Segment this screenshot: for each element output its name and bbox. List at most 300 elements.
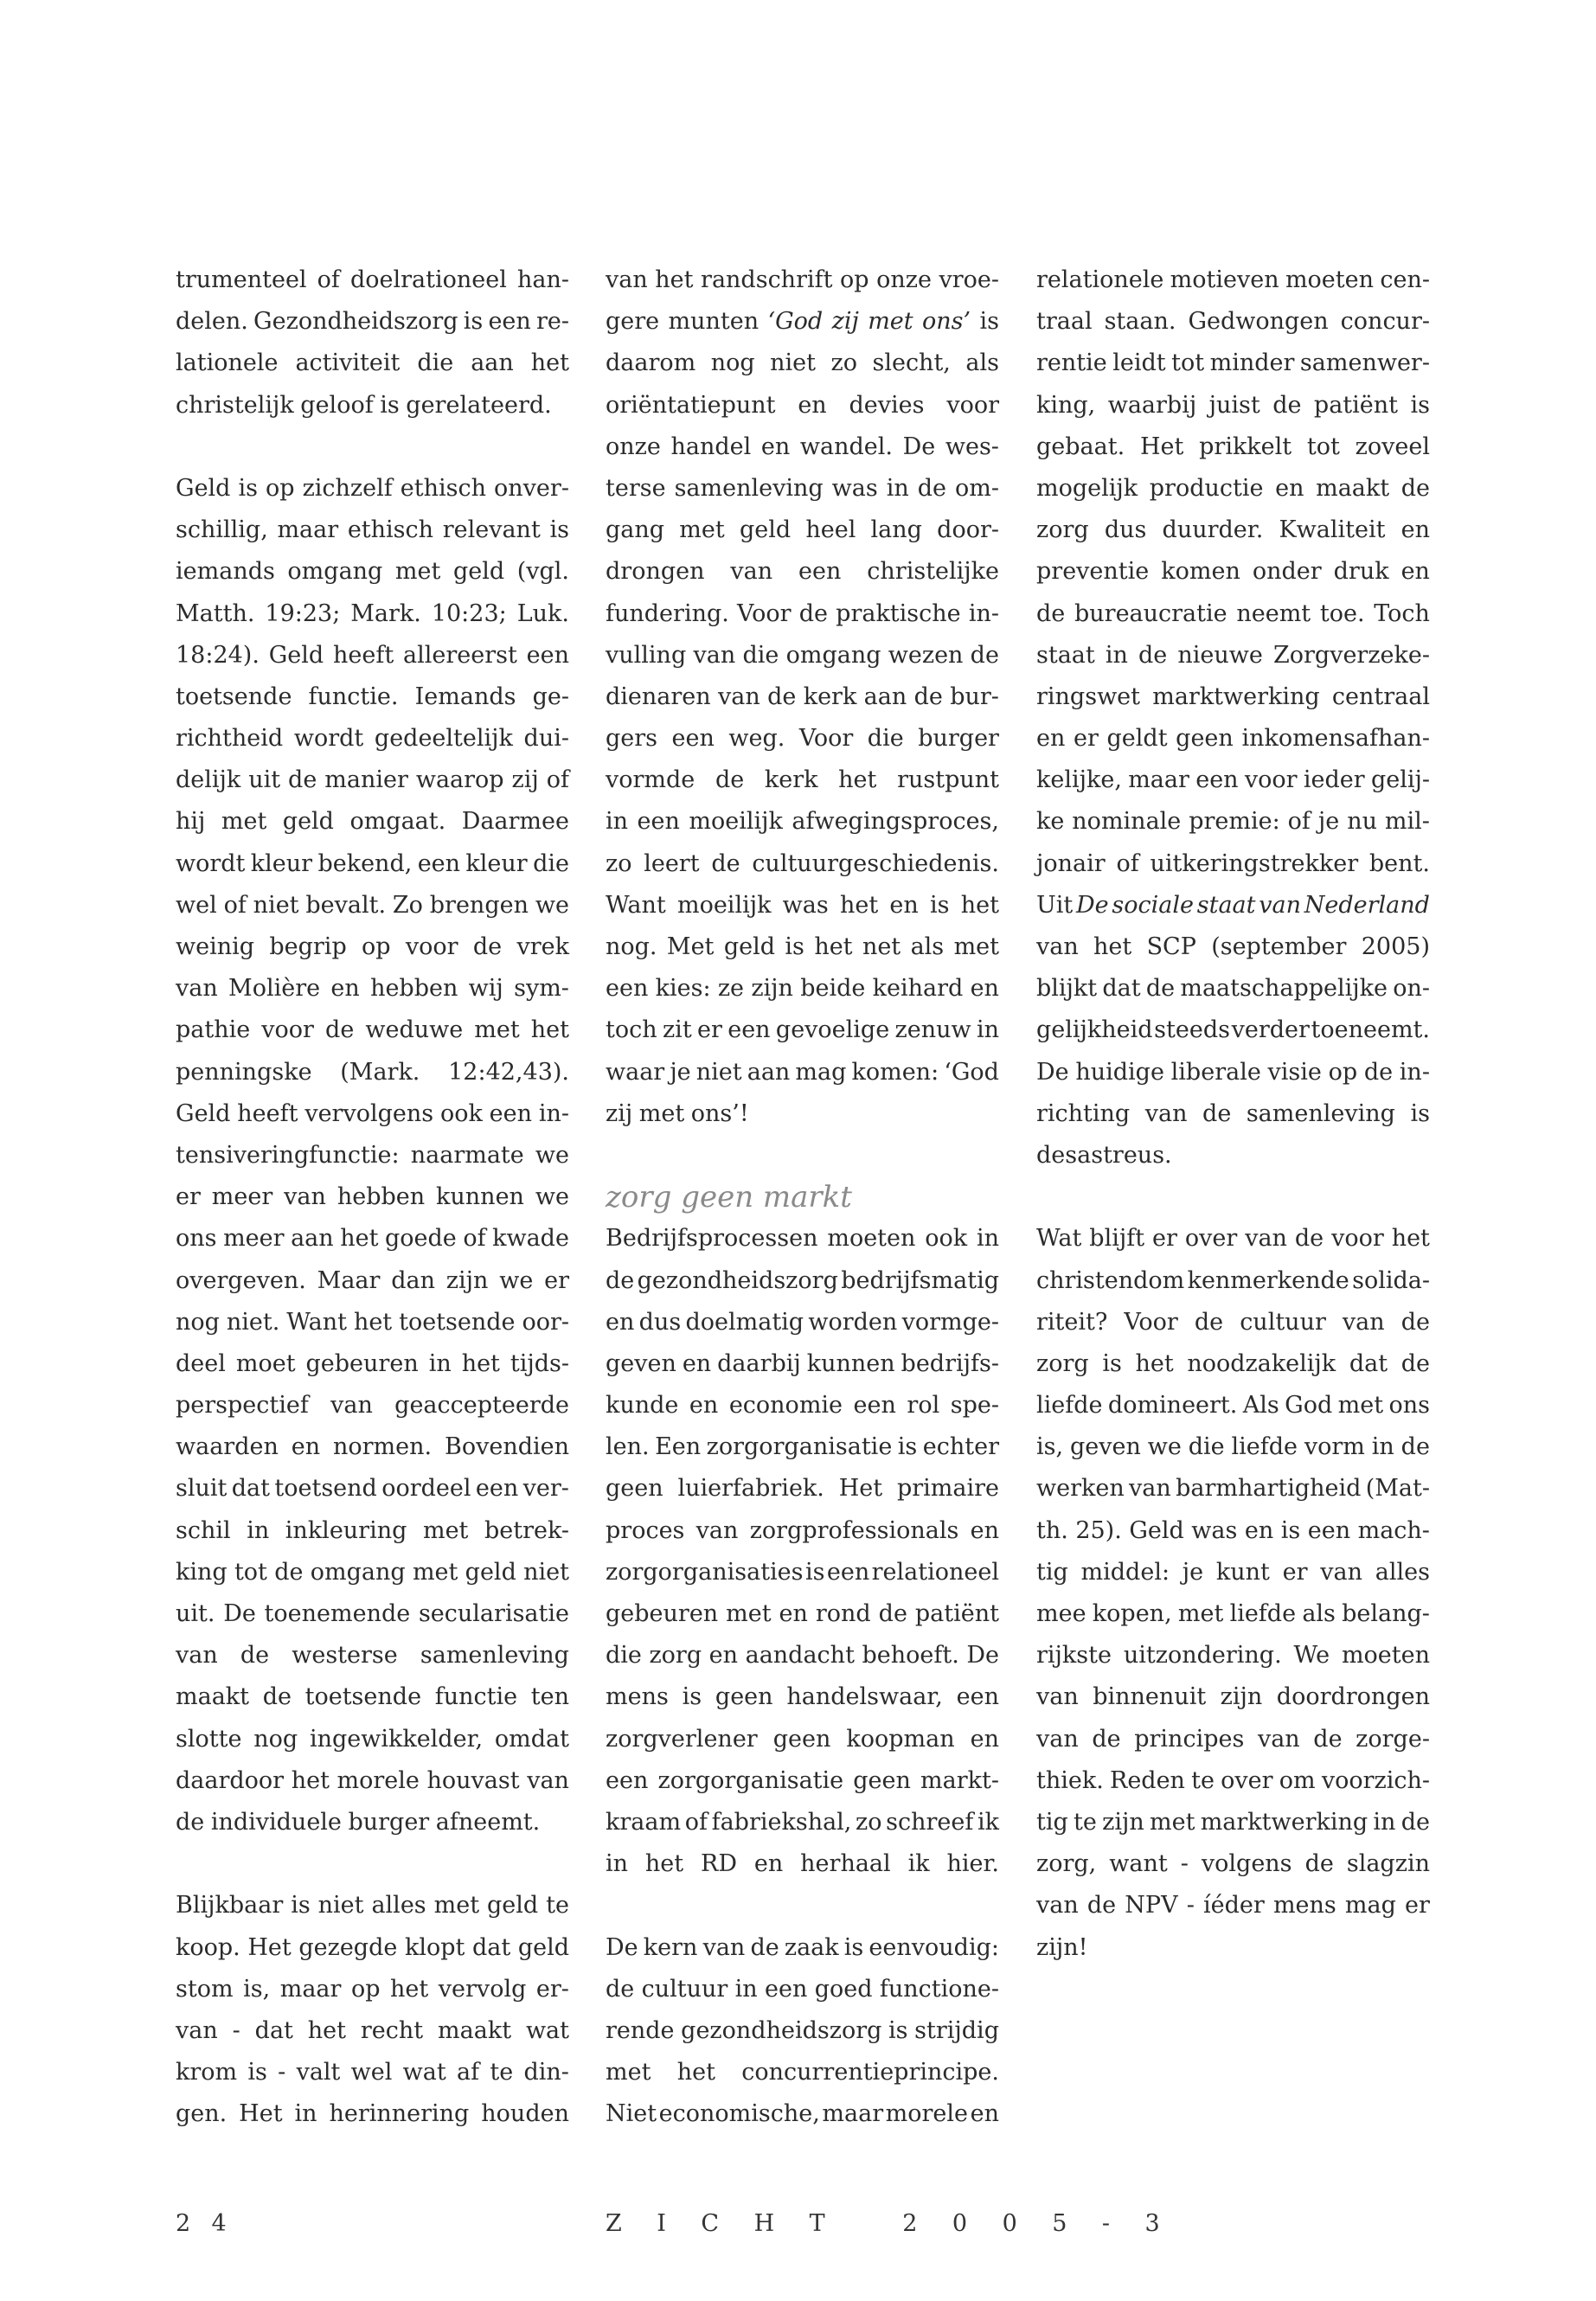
word: voor — [261, 1016, 314, 1044]
word: Geld — [176, 1099, 231, 1127]
word: een — [488, 308, 531, 336]
text-line — [606, 1927, 999, 1969]
text-line — [606, 1009, 999, 1051]
word: het — [655, 266, 694, 293]
word: zorgorganisatie — [657, 1766, 844, 1794]
word: is — [549, 516, 569, 544]
word: is — [247, 2059, 267, 2086]
word: of — [684, 1808, 708, 1836]
word: individuele — [210, 1808, 342, 1836]
word: is — [804, 1558, 825, 1586]
text-line — [1036, 801, 1430, 843]
word: ethisch — [400, 474, 487, 502]
text-line — [1036, 385, 1430, 426]
word: 19:23; — [265, 599, 341, 627]
word: ons — [176, 1225, 217, 1253]
word: cen- — [1380, 266, 1430, 293]
word: maatschappelijke — [1180, 975, 1388, 1003]
word: zijn — [1102, 1808, 1144, 1836]
text-line — [176, 1969, 569, 2010]
word: moeilijk — [676, 891, 772, 919]
word: kenmerkende — [1187, 1266, 1349, 1294]
word: het — [960, 891, 999, 919]
word: komen: — [851, 1058, 939, 1086]
page-number: 24 — [176, 2210, 247, 2237]
word: spe- — [950, 1392, 999, 1420]
word: doelmatig — [685, 1308, 804, 1336]
word: die — [867, 725, 904, 753]
word: in — [976, 1016, 999, 1044]
word: komen — [1161, 558, 1240, 586]
word: tig — [1036, 1808, 1068, 1836]
word: er — [1074, 725, 1099, 753]
word: zijn — [751, 975, 793, 1003]
word: din- — [523, 2059, 569, 2086]
word: aan — [747, 1058, 791, 1086]
word: maar — [277, 516, 339, 544]
word: samenleving — [1246, 1099, 1395, 1127]
text-line — [176, 843, 569, 885]
word: bureaucratie — [1074, 599, 1227, 627]
word: relationele — [1036, 266, 1164, 293]
word: steeds — [1154, 1016, 1230, 1044]
word: inkleuring — [285, 1516, 407, 1544]
word: ‘God — [767, 308, 824, 336]
word: het — [530, 1016, 569, 1044]
text-line — [176, 468, 569, 510]
word: mil- — [1384, 808, 1430, 836]
text-line — [176, 635, 569, 676]
word: van — [176, 2016, 218, 2044]
word: van — [284, 1183, 326, 1211]
text-line — [176, 926, 569, 968]
word: ten — [530, 1683, 569, 1711]
word: is — [1280, 1516, 1301, 1544]
word: de — [325, 1016, 355, 1044]
text-line — [606, 426, 999, 468]
word: maakt — [1316, 474, 1390, 502]
word: allereerst — [403, 641, 517, 669]
text-line — [606, 843, 999, 885]
word: van — [1036, 933, 1079, 960]
word: thiek. — [1036, 1766, 1104, 1794]
word: liefde — [1036, 1392, 1103, 1420]
word: als — [1302, 1600, 1336, 1627]
word: NPV — [1125, 1892, 1178, 1920]
word: is — [897, 1433, 918, 1461]
word: Matth. — [176, 599, 255, 627]
text-line — [176, 1385, 569, 1426]
word: gebaat. — [1036, 433, 1125, 460]
word: schreef — [886, 1808, 974, 1836]
word: heeft — [237, 1099, 298, 1127]
word: in — [1371, 1433, 1394, 1461]
word: tot — [1306, 433, 1340, 460]
word: de — [1194, 1308, 1224, 1336]
word: met — [679, 516, 725, 544]
word: meer — [223, 1225, 285, 1253]
word: Gedwongen — [1188, 308, 1329, 336]
word: wordt — [293, 725, 364, 753]
word: niet — [317, 1892, 364, 1920]
text-line — [176, 551, 569, 593]
word: van — [1342, 1308, 1385, 1336]
word: de — [970, 641, 999, 669]
text-line — [176, 510, 569, 551]
word: traal — [1036, 308, 1093, 336]
word: dus — [1104, 516, 1147, 544]
word: bevalt. — [305, 891, 387, 919]
word: neemt — [1236, 599, 1311, 627]
word: te — [546, 1892, 569, 1920]
word: zorg — [1036, 516, 1089, 544]
word: omgang — [287, 558, 383, 586]
word: van — [1036, 1683, 1079, 1711]
word: het — [644, 1850, 684, 1878]
word: economie — [728, 1392, 843, 1420]
word: op — [362, 933, 391, 960]
text-line — [1036, 1093, 1430, 1135]
word: tijds- — [510, 1349, 569, 1377]
word: de — [798, 599, 828, 627]
paragraph-break — [606, 1885, 999, 1926]
word: naarmate — [410, 1141, 524, 1169]
word: De — [223, 1600, 256, 1627]
text-line — [1036, 968, 1430, 1009]
word: weduwe — [365, 1016, 464, 1044]
column-3 — [1036, 260, 1430, 1969]
word: in — [247, 1516, 270, 1544]
word: jonair — [1036, 849, 1106, 877]
text-line — [1036, 1343, 1430, 1385]
word: tig — [1036, 1558, 1068, 1586]
word: doelrationeel — [350, 266, 507, 293]
word: wat — [402, 2059, 446, 2086]
word: de — [1092, 1725, 1121, 1753]
word: Gezondheidszorg — [253, 308, 458, 336]
word: kern — [643, 1933, 698, 1961]
word: vrek — [516, 933, 569, 960]
word: in — [606, 1850, 629, 1878]
word: met — [638, 1099, 685, 1127]
word: rond — [815, 1600, 871, 1627]
word: zorgorganisatie — [706, 1433, 893, 1461]
text-line — [176, 1176, 569, 1218]
word: van — [176, 1642, 218, 1670]
word: - — [278, 2059, 286, 2086]
word: die — [533, 849, 569, 877]
word: begrip — [269, 933, 347, 960]
word: maar — [822, 2100, 884, 2128]
text-line — [176, 301, 569, 343]
word: Als — [1242, 1392, 1279, 1420]
text-line — [1036, 343, 1430, 384]
text-line — [1036, 1719, 1430, 1760]
word: juist — [1208, 391, 1260, 419]
word: aan — [471, 349, 514, 377]
word: geloof — [300, 391, 374, 419]
word: van — [1036, 1892, 1079, 1920]
word: kerk — [764, 766, 818, 794]
text-line — [176, 1552, 569, 1593]
word: en — [760, 433, 791, 460]
word: uitzondering. — [1123, 1642, 1282, 1670]
word: kwade — [492, 1225, 569, 1253]
word: lang — [870, 516, 922, 544]
text-line — [176, 968, 569, 1009]
word: of — [1287, 808, 1311, 836]
word: fundering. — [606, 599, 729, 627]
word: zorgprofessionals — [749, 1516, 959, 1544]
text-line — [606, 1552, 999, 1593]
word: over — [1221, 1766, 1273, 1794]
word: toe. — [1319, 599, 1365, 627]
word: rijkste — [1036, 1642, 1112, 1670]
word: Het — [1139, 433, 1184, 460]
word: gers — [606, 725, 658, 753]
word: de — [1401, 474, 1430, 502]
word: relevant — [442, 516, 541, 544]
word: met — [606, 2059, 651, 2086]
word: de — [878, 1600, 907, 1627]
word: om — [1279, 1766, 1316, 1794]
word: liefde — [1231, 1433, 1298, 1461]
word: van — [1320, 1558, 1363, 1586]
word: is — [291, 1892, 311, 1920]
word: je — [670, 1058, 691, 1086]
word: Daarmee — [461, 808, 569, 836]
word: len. — [606, 1433, 650, 1461]
word: morele — [885, 2100, 969, 2128]
word: er- — [535, 1975, 569, 2003]
word: zij — [831, 308, 859, 336]
word: geld — [452, 558, 505, 586]
word: liberale — [1170, 1058, 1261, 1086]
word: cultuur — [1240, 1308, 1326, 1336]
word: de — [606, 1975, 635, 2003]
word: dan — [391, 1266, 435, 1294]
text-line — [606, 1093, 999, 1135]
word: dus — [638, 1308, 682, 1336]
word: oordeel — [381, 1475, 471, 1503]
word: echter — [922, 1433, 999, 1461]
word: Nederland — [1304, 891, 1430, 919]
word: zo — [856, 1808, 882, 1836]
word: volgens — [1201, 1850, 1292, 1878]
word: in — [294, 2100, 317, 2128]
word: ingewikkelder, — [309, 1725, 484, 1753]
word: De — [1076, 891, 1109, 919]
word: is, — [1036, 1433, 1064, 1461]
word: een — [853, 1392, 896, 1420]
word: dat — [471, 1933, 511, 1961]
word: patiënt — [914, 1600, 999, 1627]
text-line — [176, 1135, 569, 1176]
word: kies: — [655, 975, 711, 1003]
text-line — [606, 1802, 999, 1843]
word: leidt — [1112, 349, 1166, 377]
word: nu — [1347, 808, 1377, 836]
word: vorm — [1304, 1433, 1365, 1461]
word: tot — [1171, 349, 1205, 377]
word: is — [1410, 391, 1430, 419]
word: Bovendien — [444, 1433, 569, 1461]
word: de — [1401, 1308, 1430, 1336]
word: in — [1105, 641, 1128, 669]
text-line — [176, 760, 569, 801]
word: functie — [434, 1683, 518, 1711]
word: God — [1285, 1392, 1333, 1420]
word: ik — [977, 1808, 999, 1836]
word: alles — [371, 1892, 426, 1920]
word: met — [1177, 1600, 1224, 1627]
word: er — [1405, 1892, 1430, 1920]
text-line — [1036, 676, 1430, 718]
word: in — [734, 1975, 758, 2003]
word: en — [1244, 1516, 1274, 1544]
word: activiteit — [295, 349, 401, 377]
word: geen — [853, 1766, 911, 1794]
word: onver- — [494, 474, 569, 502]
text-line — [176, 1593, 569, 1635]
word: zorg, — [1036, 1850, 1097, 1878]
word: een — [798, 558, 842, 586]
text-line — [606, 260, 999, 301]
text-line — [606, 593, 999, 635]
word: die — [742, 641, 779, 669]
word: gevoelige — [775, 1016, 890, 1044]
text-line — [606, 2052, 999, 2093]
word: kleur — [250, 849, 313, 877]
word: het — [1135, 1349, 1174, 1377]
word: sluit — [176, 1475, 228, 1503]
word: patiënt — [1313, 391, 1398, 419]
word: bent. — [1368, 849, 1430, 877]
word: met — [474, 1016, 520, 1044]
word: de — [750, 1933, 779, 1961]
word: vormde — [606, 766, 695, 794]
word: devies — [849, 391, 925, 419]
word: tot — [234, 1558, 267, 1586]
word: we — [1147, 1433, 1182, 1461]
text-line — [1036, 760, 1430, 801]
word: een — [606, 975, 649, 1003]
word: meer — [211, 1183, 273, 1211]
word: motieven — [1170, 266, 1279, 293]
word: waar — [606, 1058, 665, 1086]
word: samenwer- — [1299, 349, 1430, 377]
text-line — [1036, 426, 1430, 468]
word: wes- — [945, 433, 999, 460]
word: lationele — [176, 349, 279, 377]
word: van — [693, 641, 736, 669]
word: zijn — [445, 1266, 489, 1294]
word: barmhartigheid — [1176, 1475, 1362, 1503]
text-line — [606, 885, 999, 926]
word: desastreus. — [1036, 1141, 1172, 1169]
word: mens — [1272, 1892, 1336, 1920]
word: de — [1202, 1099, 1232, 1127]
word: nominale — [1072, 808, 1182, 836]
word: zorg — [1036, 1349, 1089, 1377]
word: - — [1180, 1850, 1189, 1878]
word: inkomensafhan- — [1241, 725, 1430, 753]
word: staan. — [1104, 308, 1176, 336]
word: de — [1401, 1808, 1430, 1836]
text-line — [176, 1802, 569, 1843]
word: Het — [247, 1933, 292, 1961]
word: een — [637, 808, 680, 836]
word: Met — [666, 933, 715, 960]
text-line — [176, 1468, 569, 1509]
text-line — [1036, 1510, 1430, 1552]
word: strijdig — [914, 2016, 999, 2044]
word: concur- — [1340, 308, 1430, 336]
word: de — [715, 766, 745, 794]
word: een — [475, 1475, 519, 1503]
word: gezegde — [298, 1933, 398, 1961]
word: uit — [248, 766, 281, 794]
word: De — [606, 1933, 638, 1961]
word: is — [843, 1933, 864, 1961]
text-line — [1036, 1760, 1430, 1802]
word: toenemende — [264, 1600, 411, 1627]
word: houvast — [426, 1766, 520, 1794]
word: het — [814, 933, 853, 960]
word: randschrift — [701, 266, 833, 293]
word: zit — [662, 1016, 692, 1044]
word: vroe- — [939, 266, 999, 293]
word: Geld — [268, 641, 324, 669]
word: de — [1138, 641, 1168, 669]
word: Bedrijfsprocessen — [606, 1225, 818, 1253]
word: het — [390, 1975, 429, 2003]
word: leert — [644, 849, 700, 877]
word: onze — [606, 433, 661, 460]
word: de — [913, 683, 943, 710]
word: nog — [176, 1308, 220, 1336]
text-line — [1036, 1135, 1430, 1176]
word: is — [463, 308, 484, 336]
word: Uit — [1036, 891, 1074, 919]
word: rol — [907, 1392, 940, 1420]
word: die — [1188, 1433, 1225, 1461]
word: een — [1307, 1516, 1351, 1544]
text-line — [606, 718, 999, 760]
word: re- — [535, 308, 569, 336]
text-line — [1036, 593, 1430, 635]
word: onze — [876, 266, 932, 293]
text-line — [606, 1593, 999, 1635]
word: omgang — [310, 1558, 406, 1586]
word: SCP — [1146, 933, 1196, 960]
word: economische, — [658, 2100, 820, 2128]
word: in — [886, 474, 909, 502]
word: de — [606, 1266, 635, 1294]
word: maar — [1128, 766, 1189, 794]
word: die — [606, 1642, 642, 1670]
word: moet — [235, 1349, 296, 1377]
word: en — [1401, 558, 1430, 586]
text-line — [606, 1760, 999, 1802]
word: belang- — [1342, 1600, 1430, 1627]
text-line — [1036, 926, 1430, 968]
word: hij — [176, 808, 206, 836]
text-line — [1036, 1468, 1430, 1509]
text-line — [606, 801, 999, 843]
text-line — [606, 385, 999, 426]
word: de — [767, 683, 797, 710]
